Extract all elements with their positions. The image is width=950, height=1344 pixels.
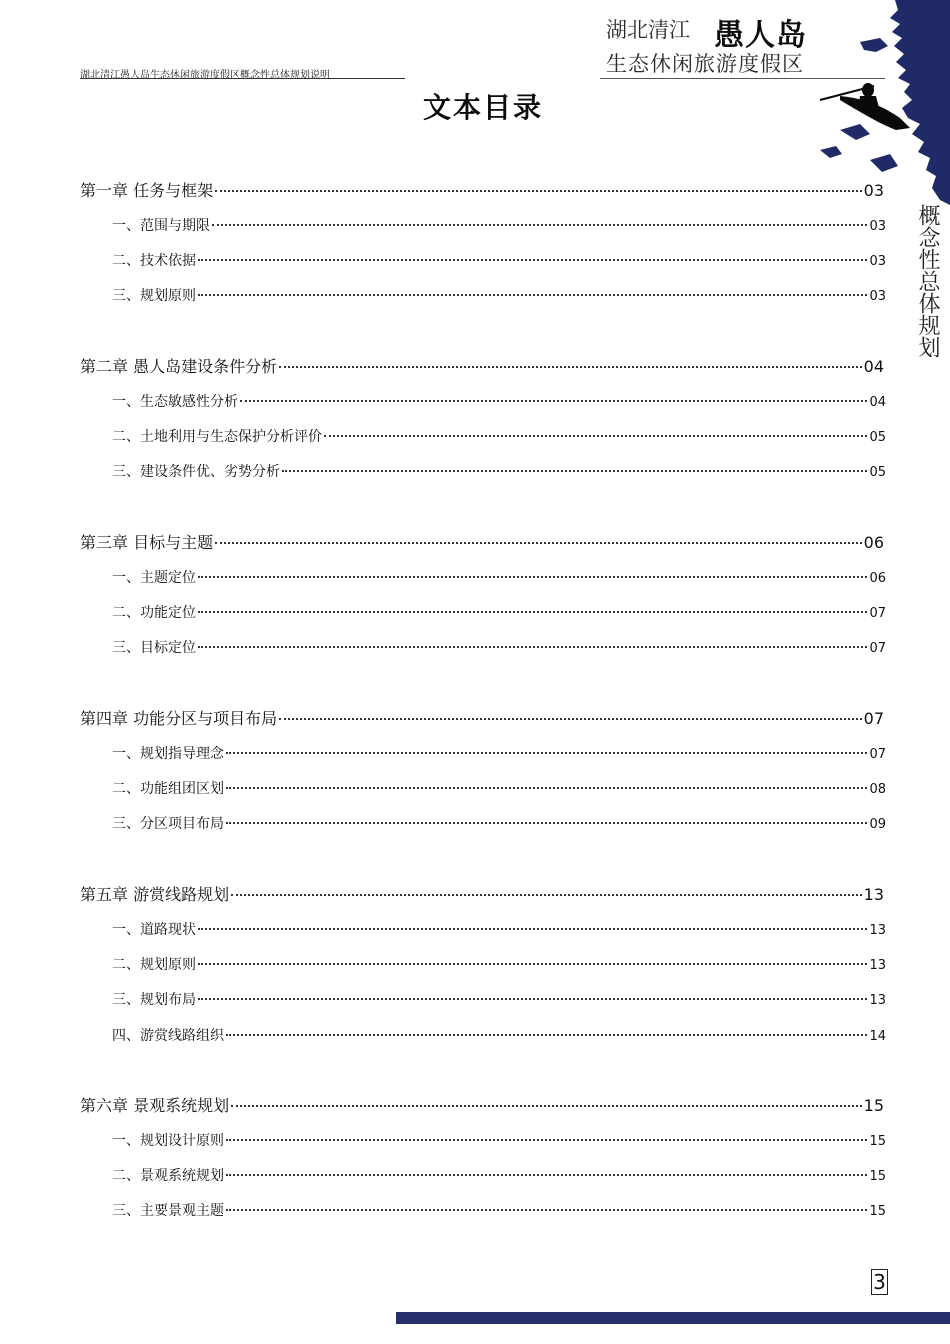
- toc-leader-dots: [324, 435, 867, 437]
- toc-section-page: 15: [869, 1204, 886, 1220]
- brand-tagline: 生态休闲旅游度假区: [606, 52, 804, 76]
- toc-section-label: 三、目标定位: [112, 640, 196, 657]
- toc-leader-dots: [198, 611, 867, 613]
- toc-section-label: 三、分区项目布局: [112, 816, 224, 833]
- toc-chapter-2[interactable]: [80, 354, 884, 377]
- toc-chapter-page: 07: [863, 709, 884, 728]
- toc-leader-dots: [198, 928, 867, 930]
- toc-section-label: 三、主要景观主题: [112, 1203, 224, 1220]
- toc-section-page: 15: [869, 1134, 886, 1149]
- toc-section-page: 13: [869, 923, 886, 938]
- toc-section-label: 三、规划布局: [112, 992, 196, 1009]
- toc-section-label: 一、规划指导理念: [112, 746, 224, 762]
- toc-section-item[interactable]: [112, 1025, 886, 1045]
- toc-chapter-page: 04: [863, 357, 884, 376]
- toc-section-label: 一、范围与期限: [112, 218, 210, 234]
- toc-chapter-label: 第二章 愚人岛建设条件分析: [80, 357, 278, 376]
- toc-section-page: 09: [869, 817, 886, 833]
- toc-section-label: 一、主题定位: [112, 570, 196, 586]
- toc-section-item[interactable]: [112, 250, 886, 270]
- toc-section-item[interactable]: [112, 743, 886, 763]
- header-rule: [80, 78, 405, 79]
- toc-section-label: 二、规划原则: [112, 957, 196, 974]
- toc-section-page: 07: [869, 747, 886, 762]
- toc-section-page: 13: [869, 993, 886, 1009]
- toc-section-item[interactable]: [112, 989, 886, 1009]
- toc-leader-dots: [215, 190, 862, 192]
- toc-leader-dots: [226, 1139, 867, 1141]
- toc-section-label: 二、景观系统规划: [112, 1168, 224, 1185]
- toc-leader-dots: [226, 822, 867, 824]
- toc-chapter-5[interactable]: [80, 882, 884, 905]
- toc-section-page: 14: [869, 1028, 886, 1044]
- footer-accent-bar: [396, 1312, 950, 1324]
- toc-leader-dots: [198, 576, 867, 578]
- toc-section-item[interactable]: [112, 602, 886, 622]
- toc-section-page: 03: [869, 254, 886, 270]
- toc-leader-dots: [226, 752, 867, 754]
- toc-chapter-label: 第三章 目标与主题: [80, 533, 214, 552]
- toc-chapter-label: 第五章 游赏线路规划: [80, 885, 230, 904]
- toc-leader-dots: [231, 1105, 862, 1107]
- toc-section-item[interactable]: [112, 1200, 886, 1220]
- toc-section-item[interactable]: [112, 285, 886, 305]
- toc-section-page: 15: [869, 1169, 886, 1185]
- toc-chapter-label: 第六章 景观系统规划: [80, 1096, 230, 1115]
- brand-name: 愚人岛: [714, 18, 807, 53]
- page-title: 文本目录: [422, 91, 543, 124]
- toc-section-label: 三、建设条件优、劣势分析: [112, 464, 280, 481]
- toc-chapter-page: 15: [863, 1096, 884, 1115]
- toc-section-item[interactable]: [112, 919, 886, 939]
- toc-leader-dots: [198, 963, 867, 965]
- toc-leader-dots: [231, 894, 862, 896]
- toc-section-item[interactable]: [112, 567, 886, 587]
- header-subtitle: 湖北清江愚人岛生态休闲旅游度假区概念性总体规划说明: [80, 70, 330, 81]
- toc-section-page: 07: [869, 641, 886, 657]
- toc-section-item[interactable]: [112, 426, 886, 446]
- toc-section-label: 二、功能定位: [112, 605, 196, 622]
- toc-section-label: 一、规划设计原则: [112, 1133, 224, 1149]
- toc-chapter-page: 06: [863, 533, 884, 552]
- toc-leader-dots: [198, 646, 867, 648]
- toc-section-page: 03: [869, 219, 886, 234]
- toc-section-item[interactable]: [112, 461, 886, 481]
- toc-section-item[interactable]: [112, 215, 886, 235]
- toc-section-label: 二、功能组团区划: [112, 781, 224, 798]
- toc-section-page: 04: [869, 395, 886, 410]
- toc-section-item[interactable]: [112, 637, 886, 657]
- toc-section-item[interactable]: [112, 778, 886, 798]
- toc-leader-dots: [198, 998, 867, 1000]
- toc-leader-dots: [215, 542, 862, 544]
- toc-leader-dots: [226, 1209, 867, 1211]
- toc-chapter-4[interactable]: [80, 706, 884, 729]
- page-number: 3: [871, 1269, 888, 1295]
- toc-leader-dots: [212, 224, 867, 226]
- toc-section-page: 06: [869, 571, 886, 586]
- toc-section-page: 03: [869, 289, 886, 305]
- toc-leader-dots: [226, 1034, 867, 1036]
- brand-region: 湖北清江: [606, 18, 690, 42]
- toc-chapter-3[interactable]: [80, 530, 884, 553]
- toc-section-item[interactable]: [112, 1130, 886, 1150]
- toc-chapter-1[interactable]: [80, 178, 884, 201]
- toc-section-item[interactable]: [112, 391, 886, 411]
- toc-section-label: 三、规划原则: [112, 288, 196, 305]
- toc-section-page: 05: [869, 465, 886, 481]
- toc-section-page: 07: [869, 606, 886, 622]
- toc-chapter-label: 第一章 任务与框架: [80, 181, 214, 200]
- toc-section-label: 一、生态敏感性分析: [112, 394, 238, 410]
- toc-section-label: 二、技术依据: [112, 253, 196, 270]
- toc-section-item[interactable]: [112, 954, 886, 974]
- toc-chapter-6[interactable]: [80, 1093, 884, 1116]
- toc-leader-dots: [226, 787, 867, 789]
- toc-section-label: 二、土地利用与生态保护分析评价: [112, 429, 322, 446]
- toc-leader-dots: [226, 1174, 867, 1176]
- toc-section-label: 一、道路现状: [112, 922, 196, 938]
- toc-section-page: 13: [869, 958, 886, 974]
- toc-leader-dots: [198, 259, 867, 261]
- toc-section-item[interactable]: [112, 813, 886, 833]
- toc-chapter-page: 13: [863, 885, 884, 904]
- toc-leader-dots: [240, 400, 867, 402]
- toc-chapter-label: 第四章 功能分区与项目布局: [80, 709, 278, 728]
- toc-leader-dots: [279, 366, 862, 368]
- toc-section-page: 08: [869, 782, 886, 798]
- toc-leader-dots: [279, 718, 862, 720]
- side-title-vertical: 概念性总体规划: [915, 204, 940, 358]
- toc-section-label: 四、游赏线路组织: [112, 1027, 224, 1044]
- toc-section-item[interactable]: [112, 1165, 886, 1185]
- toc-section-page: 05: [869, 430, 886, 446]
- toc-leader-dots: [282, 470, 867, 472]
- toc-chapter-page: 03: [863, 181, 884, 200]
- toc-leader-dots: [198, 294, 867, 296]
